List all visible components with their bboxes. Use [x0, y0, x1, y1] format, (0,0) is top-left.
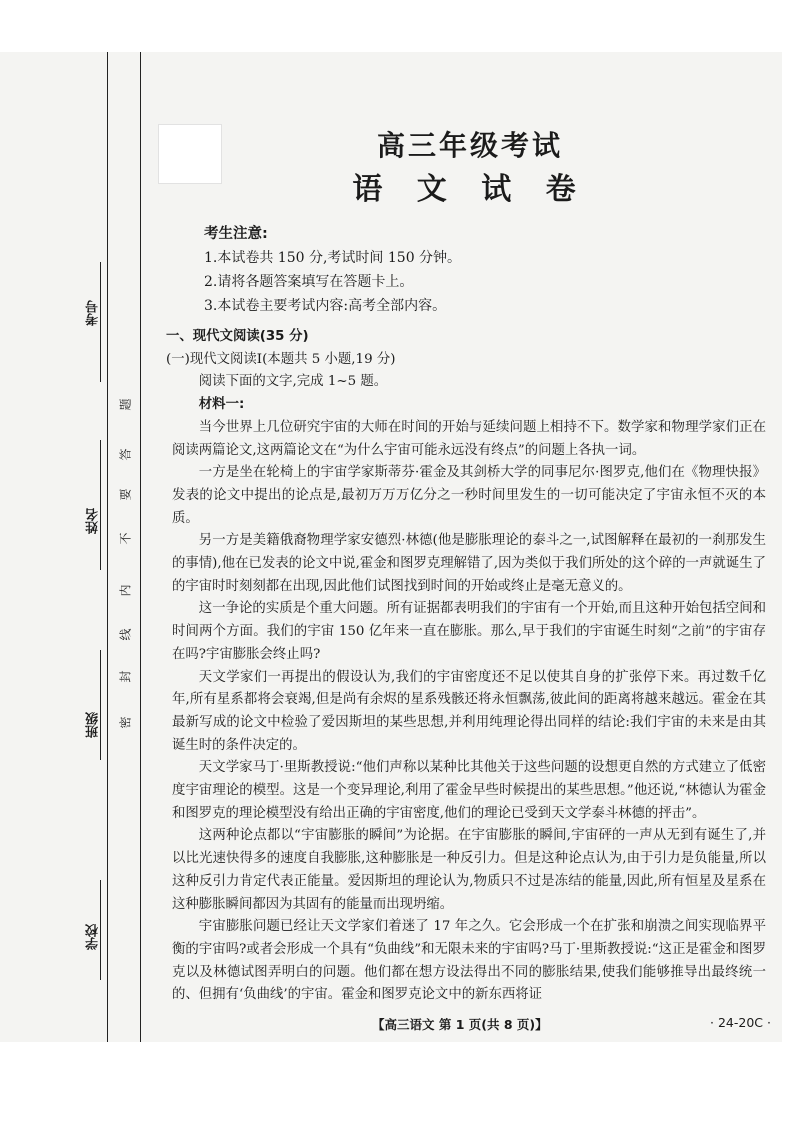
paragraph: 天文学家们一再提出的假设认为,我们的宇宙密度还不足以使其自身的扩张停下来。再过数千亿年,所有星系都将会衰竭,但是尚有余烬的星系残骸还将永恒飘荡,彼此间的距离将越来越远。霍金在其最新写成的论文中检验了爱因斯坦的某些思想,并利用纯理论得出同样的结论:我们宇宙的未来是由其诞生时的条件决定的。 [172, 669, 766, 753]
notice-item: 3.本试卷主要考试内容:高考全部内容。 [204, 298, 447, 314]
class-label: 班级 [86, 712, 101, 738]
seal-char: 要 [118, 488, 133, 501]
notice-heading: 考生注意: [204, 226, 268, 242]
top-margin [0, 0, 794, 52]
paragraph: 另一方是美籍俄裔物理学家安德烈·林德(他是膨胀理论的泰斗之一,试图解释在最初的一刹那发生的事情),他在已发表的论文中说,霍金和图罗克理解错了,因为类似于我们所处的这个碎的一声就诞生了的宇宙时时刻刻都在出现,因此他们试图找到时间的开始或终止是毫无意义的。 [172, 533, 766, 594]
school-label: 学校 [86, 924, 101, 950]
paragraph: 这一争论的实质是个重大问题。所有证据都表明我们的宇宙有一个开始,而且这种开始包括空间和时间两个方面。我们的宇宙 150 亿年来一直在膨胀。那么,早于我们的宇宙诞生时刻“之前”的宇宙存在吗?宇宙膨胀会终止吗? [172, 601, 766, 662]
paragraph: 这两种论点都以“宇宙膨胀的瞬间”为论据。在宇宙膨胀的瞬间,宇宙砰的一声从无到有诞生了,并以比光速快得多的速度自我膨胀,这种膨胀是一种反引力。但是这种论点认为,由于引力是负能量,所以这种反引力肯定代表正能量。爱因斯坦的理论认为,物质只不过是冻结的能量,因此,所有恒星及星系在这种膨胀瞬间都因为其固有的能量而出现坍缩。 [172, 828, 766, 912]
paragraph: 宇宙膨胀问题已经让天文学家们着迷了 17 年之久。它会形成一个在扩张和崩溃之间实现临界平衡的宇宙吗?或者会形成一个具有“负曲线”和无限未来的宇宙吗?马丁·里斯教授说:“这正是霍金和图罗克以及林德试图弄明白的问题。他们都在想方设法得出不同的膨胀结果,使我们能够推导出最终统一的、但拥有‘负曲线’的宇宙。霍金和图罗克论文中的新东西将证 [172, 919, 766, 1003]
name-blank[interactable] [100, 440, 101, 570]
page-title: 高三年级考试 [376, 129, 563, 162]
reading-section [166, 326, 766, 1007]
seal-char: 不 [118, 532, 133, 545]
section-subtitle: (一)现代文阅读Ⅰ(本题共 5 小题,19 分) [166, 351, 396, 367]
material-label: 材料一: [198, 397, 245, 413]
binding-line-inner [140, 52, 141, 1042]
paragraph: 当今世界上几位研究宇宙的大师在时间的开始与延续问题上相持不下。数学家和物理学家们正在阅读两篇论文,这两篇论文在“为什么宇宙可能永远没有终点”的问题上各执一词。 [172, 419, 766, 458]
exam-number-label: 考号 [86, 300, 101, 326]
page-footer: 【高三语文 第 1 页(共 8 页)】 [372, 1017, 548, 1032]
name-label: 姓名 [86, 508, 101, 534]
notice-item: 2.请将各题答案填写在答题卡上。 [204, 274, 414, 290]
candidate-notice [204, 222, 624, 318]
seal-char: 密 [118, 716, 133, 729]
seal-char: 线 [118, 628, 133, 641]
binding-line-outer [107, 52, 108, 1042]
instruction: 阅读下面的文字,完成 1~5 题。 [198, 374, 388, 390]
logo-placeholder [158, 124, 222, 184]
class-blank[interactable] [100, 650, 101, 760]
notice-item: 1.本试卷共 150 分,考试时间 150 分钟。 [204, 250, 462, 266]
page-subtitle: 语 文 试 卷 [352, 172, 588, 207]
paragraph: 一方是坐在轮椅上的宇宙学家斯蒂芬·霍金及其剑桥大学的同事尼尔·图罗克,他们在《物理快报》发表的论文中提出的论点是,最初万万万亿分之一秒时间里发生的一切可能决定了宇宙永恒不灭的本质。 [172, 465, 766, 526]
paragraph: 天文学家马丁·里斯教授说:“他们声称以某种比其他关于这些问题的设想更自然的方式建立了低密度宇宙理论的模型。这是一个变异理论,利用了霍金早些时候提出的某些思想。”他还说,“林德认为霍金和图罗克的理论模型没有给出正确的宇宙密度,他们的理论已受到天文学泰斗林德的抨击”。 [172, 760, 766, 821]
seal-char: 答 [118, 448, 133, 461]
exam-number-blank[interactable] [100, 262, 101, 382]
seal-char: 封 [118, 670, 133, 683]
seal-char: 内 [118, 584, 133, 597]
seal-char: 题 [118, 398, 133, 411]
right-margin [782, 0, 794, 1122]
paper-code: · 24-20C · [710, 1015, 771, 1030]
section-title: 一、现代文阅读(35 分) [166, 329, 309, 344]
school-blank[interactable] [100, 880, 101, 980]
bottom-margin [0, 1042, 794, 1122]
